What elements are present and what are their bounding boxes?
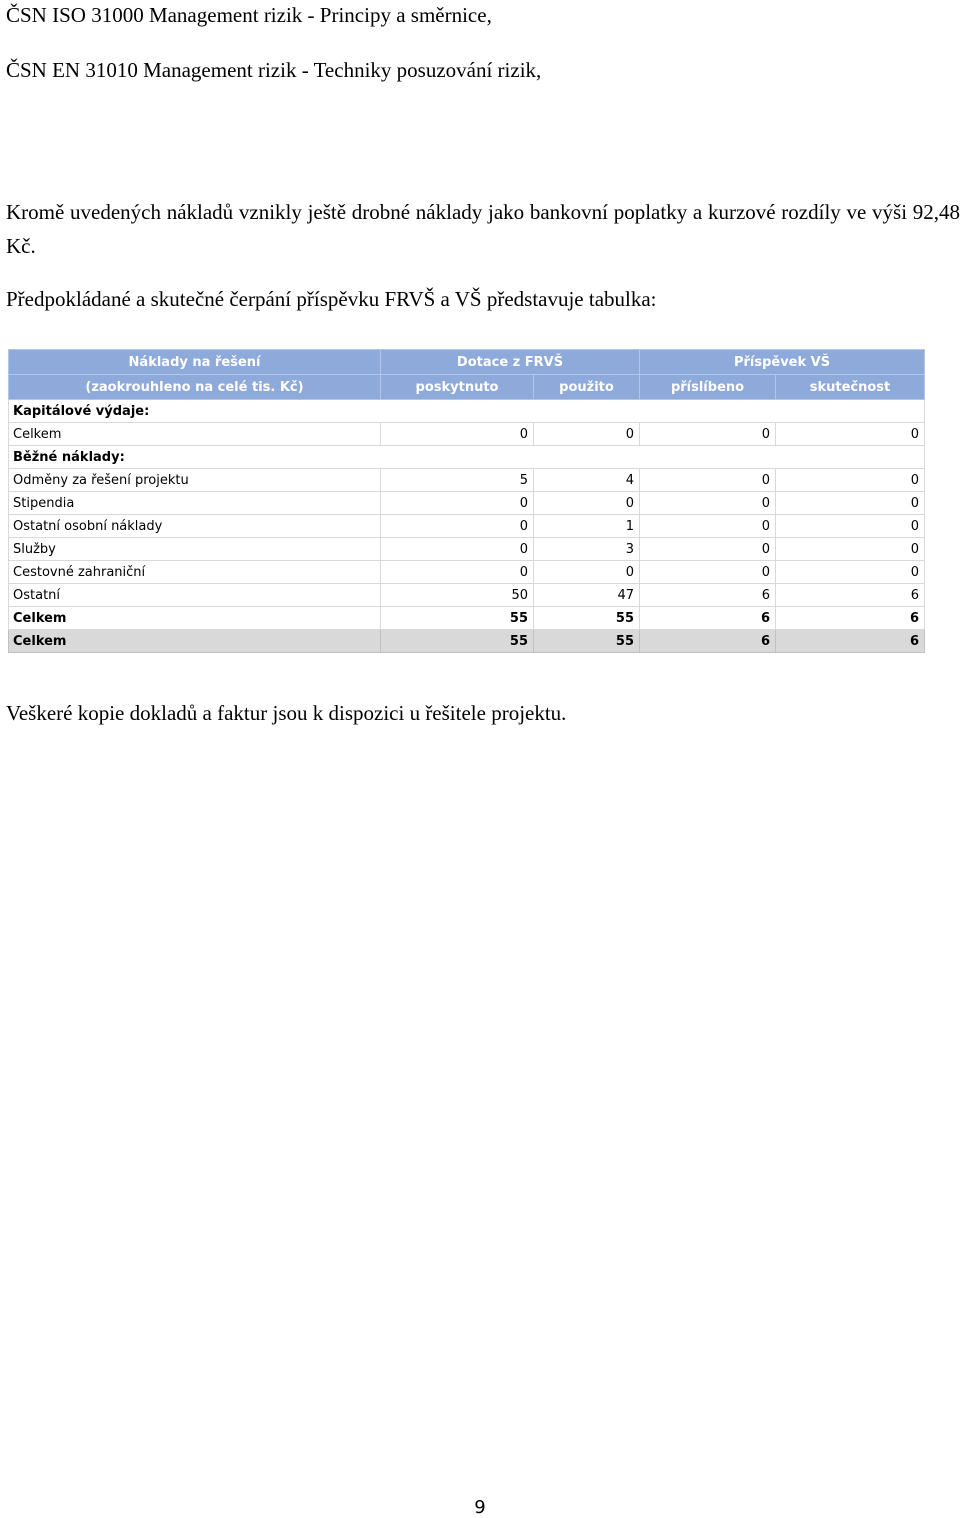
header-actual: skutečnost [776,375,925,400]
table-intro-paragraph: Předpokládané a skutečné čerpání příspěvku FRVŠ a VŠ představuje tabulka: [6,287,657,311]
row-value: 0 [776,423,925,446]
row-value: 0 [534,423,640,446]
table-row [9,492,925,515]
row-value: 0 [640,492,776,515]
row-value: 55 [381,607,534,630]
current-section-row-label: Běžné náklady: [9,446,925,469]
table-row [9,561,925,584]
header-promised: příslíbeno [640,375,776,400]
row-value: 0 [534,492,640,515]
page-number: 9 [474,1497,486,1518]
row-value: 0 [776,469,925,492]
row-label: Cestovné zahraniční [9,561,381,584]
row-value: 0 [640,538,776,561]
grand-total-row [9,630,925,653]
table-header-row [9,350,925,375]
table-row [9,584,925,607]
header-costs: Náklady na řešení [9,350,381,375]
row-value: 0 [776,561,925,584]
row-label: Celkem [9,423,381,446]
row-label: Ostatní osobní náklady [9,515,381,538]
row-value: 0 [640,423,776,446]
row-value: 0 [640,561,776,584]
row-value: 6 [640,584,776,607]
row-label: Služby [9,538,381,561]
closing-paragraph: Veškeré kopie dokladů a faktur jsou k dispozici u řešitele projektu. [6,701,567,725]
row-value: 0 [381,515,534,538]
current-section-row [9,446,925,469]
row-value: 3 [534,538,640,561]
row-value: 6 [640,630,776,653]
capital-section-row-label: Kapitálové výdaje: [9,400,925,423]
standard-line-1: ČSN ISO 31000 Management rizik - Principy a směrnice, [6,3,492,27]
row-value: 6 [776,584,925,607]
current-total-row [9,607,925,630]
row-label: Celkem [9,630,381,653]
row-value: 0 [381,423,534,446]
row-label: Celkem [9,607,381,630]
row-value: 0 [776,538,925,561]
row-value: 4 [534,469,640,492]
row-value: 0 [534,561,640,584]
table-subheader-row [9,375,925,400]
row-value: 0 [776,515,925,538]
row-value: 0 [640,515,776,538]
row-value: 6 [640,607,776,630]
row-value: 55 [534,607,640,630]
capital-total-row [9,423,925,446]
row-value: 5 [381,469,534,492]
table-row [9,515,925,538]
row-value: 0 [640,469,776,492]
row-value: 1 [534,515,640,538]
header-rounding-note: (zaokrouhleno na celé tis. Kč) [9,375,381,400]
capital-section-row [9,400,925,423]
row-label: Ostatní [9,584,381,607]
row-label: Odměny za řešení projektu [9,469,381,492]
table-row [9,469,925,492]
header-used: použito [534,375,640,400]
table-body [9,400,925,653]
row-value: 6 [776,607,925,630]
row-value: 0 [381,561,534,584]
row-value: 55 [381,630,534,653]
header-provided: poskytnuto [381,375,534,400]
row-value: 0 [776,492,925,515]
standard-line-2: ČSN EN 31010 Management rizik - Techniky posuzování rizik, [6,58,542,82]
header-university-contribution: Příspěvek VŠ [640,350,925,375]
row-value: 55 [534,630,640,653]
row-value: 0 [381,492,534,515]
header-frvs-grant: Dotace z FRVŠ [381,350,640,375]
table-row [9,538,925,561]
row-value: 50 [381,584,534,607]
fees-paragraph: Kromě uvedených nákladů vznikly ještě drobné náklady jako bankovní poplatky a kurzové rozdíly ve výši 92,48 Kč. [6,200,960,258]
row-label: Stipendia [9,492,381,515]
budget-table [8,349,925,653]
row-value: 47 [534,584,640,607]
row-value: 0 [381,538,534,561]
row-value: 6 [776,630,925,653]
